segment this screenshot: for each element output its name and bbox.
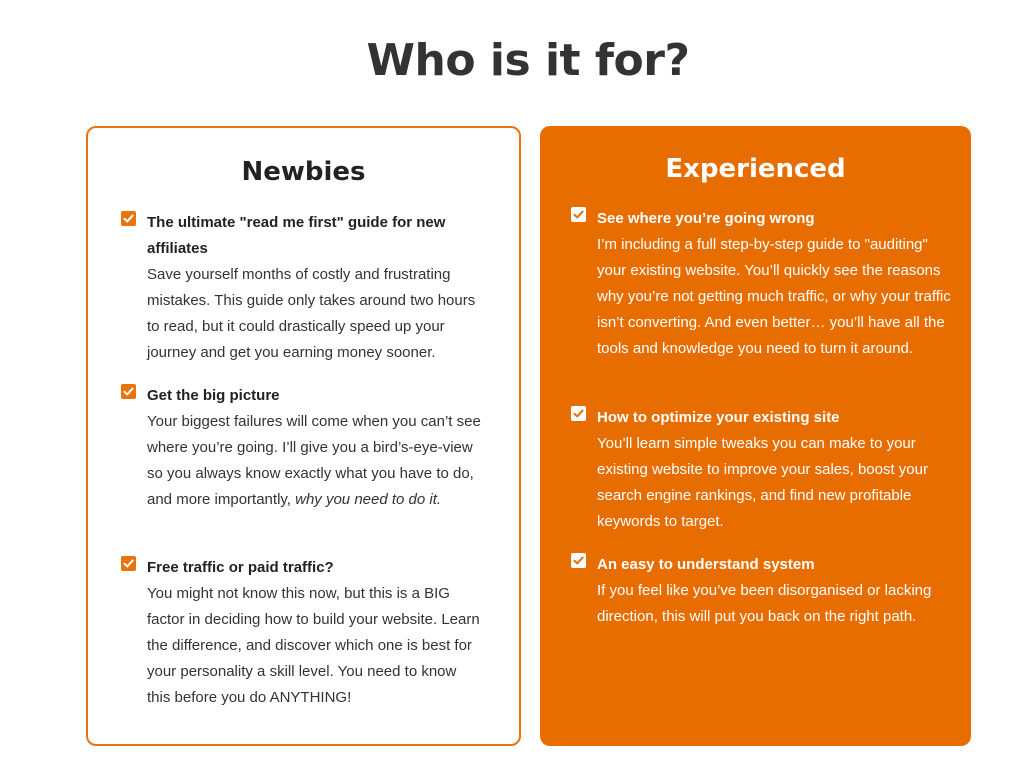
item-title: How to optimize your existing site	[597, 409, 840, 426]
list-item	[571, 552, 951, 630]
list-item	[571, 206, 951, 362]
list-item	[121, 210, 481, 366]
item-title: Free traffic or paid traffic?	[147, 559, 334, 576]
newbies-card	[86, 126, 521, 746]
list-item	[121, 555, 481, 711]
list-item	[571, 405, 951, 535]
item-description-text: Your biggest failures will come when you can’t see where you’re going. I’ll give you a bird’s-eye-view so you always know exactly what you have to do, and more importantly,	[147, 413, 481, 508]
item-description	[147, 409, 481, 513]
item-description-emphasis: why you need to do it.	[295, 491, 442, 508]
item-description: Save yourself months of costly and frustrating mistakes. This guide only takes around two hours to read, but it could drastically speed up your journey and get you earning money sooner.	[147, 266, 476, 361]
page-title: Who is it for?	[366, 35, 690, 87]
experienced-title: Experienced	[665, 154, 846, 184]
checkbox-checked-icon	[121, 211, 136, 226]
checkbox-checked-icon	[571, 553, 586, 568]
item-title: An easy to understand system	[597, 556, 815, 573]
item-title: Get the big picture	[147, 387, 280, 404]
newbies-title: Newbies	[241, 157, 366, 187]
item-description: You might not know this now, but this is a BIG factor in deciding how to build your website. Learn the difference, and discover which one is best for your personality a skill level. You need to know this before you do ANYTHING!	[147, 585, 480, 706]
checkbox-checked-icon	[571, 406, 586, 421]
checkbox-checked-icon	[121, 384, 136, 399]
item-title: The ultimate "read me first" guide for new affiliates	[147, 214, 446, 257]
item-description: If you feel like you’ve been disorganised or lacking direction, this will put you back on the right path.	[597, 582, 932, 625]
checkbox-checked-icon	[121, 556, 136, 571]
experienced-card	[540, 126, 971, 746]
item-title: See where you’re going wrong	[597, 210, 815, 227]
checkbox-checked-icon	[571, 207, 586, 222]
item-description: I’m including a full step-by-step guide to "auditing" your existing website. You’ll quickly see the reasons why you’re not getting much traffic, or why your traffic isn’t converting. And even better… you’ll have all the tools and knowledge you need to turn it around.	[597, 236, 951, 357]
list-item	[121, 383, 481, 513]
item-description: You’ll learn simple tweaks you can make to your existing website to improve your sales, boost your search engine rankings, and find new profitable keywords to target.	[597, 435, 928, 530]
